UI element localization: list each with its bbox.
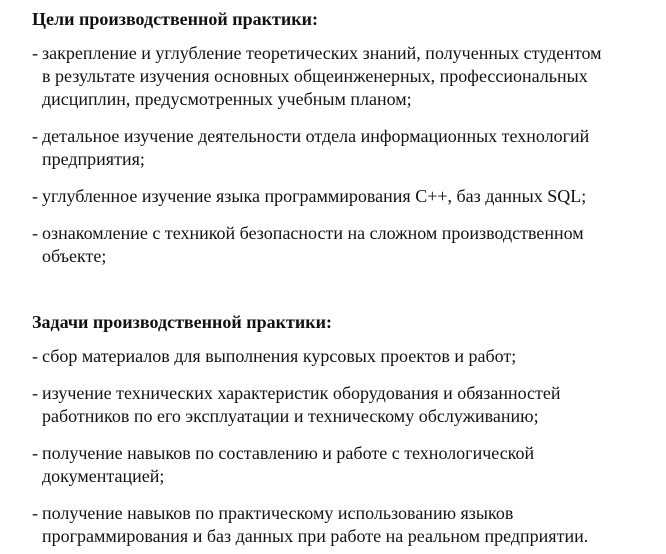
goal-item-text: закрепление и углубление теоретических знаний, полученных студентом в результате изучения основных общеинженерных, профессиональных дисциплин, предусмотренных учебным планом; <box>42 43 602 109</box>
task-item-text: получение навыков по практическому использованию языков программирования и баз данных при работе на реальном предприятии. <box>42 503 589 546</box>
goal-item-text: углубленное изучение языка программирования C++, баз данных SQL; <box>42 186 587 206</box>
goals-heading: Цели производственной практики: <box>32 9 318 29</box>
list-dash: - <box>32 43 38 63</box>
task-item-text: изучение технических характеристик оборудования и обязанностей работников по его эксплуатации и техническому обслуживанию; <box>42 383 561 426</box>
list-dash: - <box>32 186 38 206</box>
task-item-text: сбор материалов для выполнения курсовых проектов и работ; <box>42 346 517 366</box>
list-dash: - <box>32 223 38 243</box>
goal-item <box>32 125 652 171</box>
goals-section <box>32 8 652 268</box>
goal-item-text: ознакомление с техникой безопасности на сложном производственном объекте; <box>42 223 584 266</box>
task-item <box>32 502 652 548</box>
tasks-list <box>32 345 652 548</box>
goal-item <box>32 185 652 208</box>
tasks-section <box>32 311 652 548</box>
task-item-text: получение навыков по составлению и работе с технологической документацией; <box>42 443 535 486</box>
list-dash: - <box>32 126 38 146</box>
goal-item-text: детальное изучение деятельности отдела информационных технологий предприятия; <box>42 126 590 169</box>
list-dash: - <box>32 346 38 366</box>
task-item <box>32 382 652 428</box>
list-dash: - <box>32 503 38 523</box>
tasks-heading: Задачи производственной практики: <box>32 312 332 332</box>
task-item <box>32 442 652 488</box>
goal-item <box>32 42 652 111</box>
goals-list <box>32 42 652 268</box>
task-item <box>32 345 652 368</box>
goal-item <box>32 222 652 268</box>
list-dash: - <box>32 443 38 463</box>
list-dash: - <box>32 383 38 403</box>
